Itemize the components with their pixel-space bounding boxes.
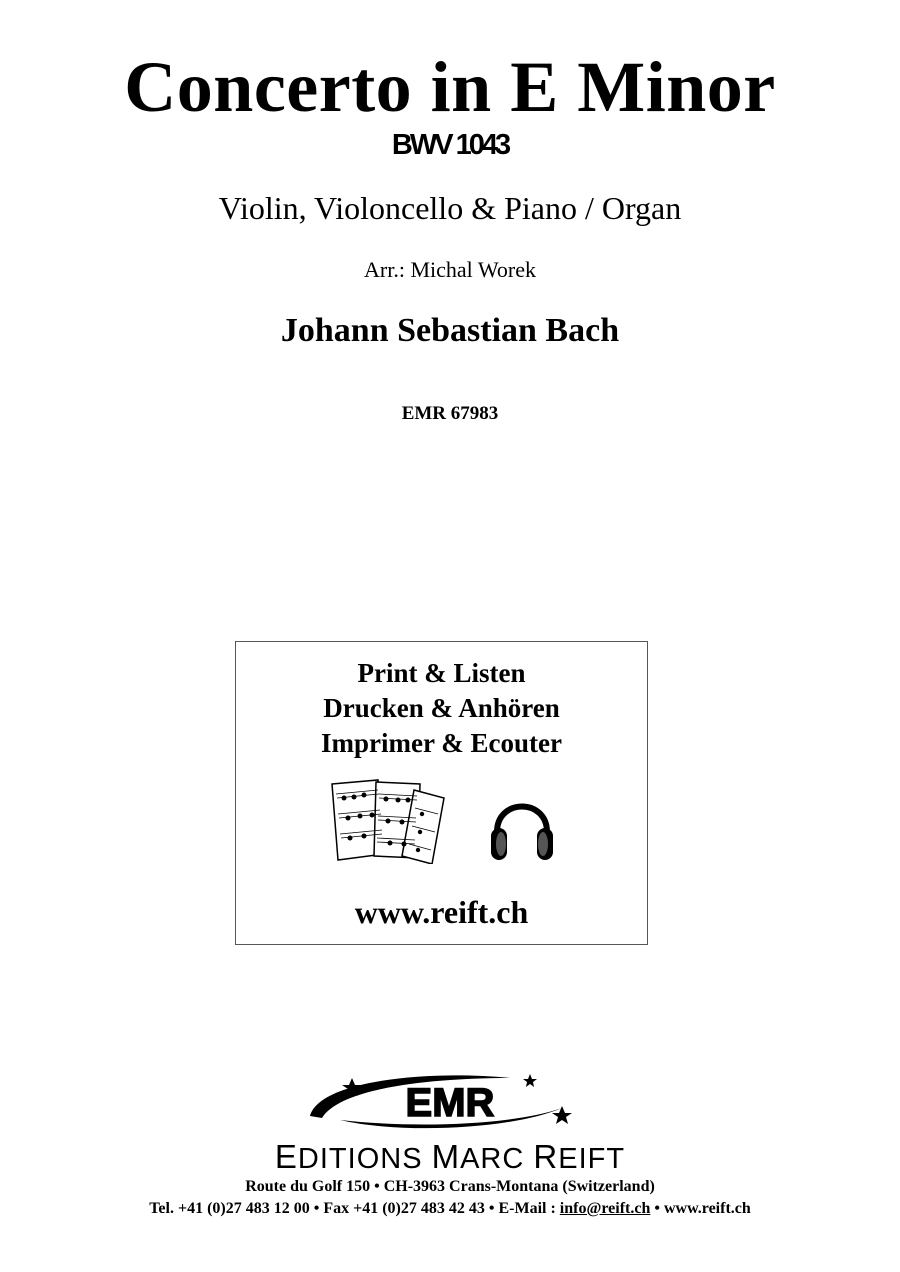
promo-line-german: Drucken & Anhören (323, 693, 560, 723)
publisher-word-eift: EIFT (558, 1143, 626, 1175)
website-text: • www.reift.ch (650, 1200, 751, 1217)
instrumentation: Violin, Violoncello & Piano / Organ (218, 190, 682, 226)
publisher-address: Route du Golf 150 • CH-3963 Crans-Montana (Switzerland) (245, 1178, 655, 1195)
publisher-word-arc: ARC (460, 1143, 534, 1175)
promo-website-link[interactable]: www.reift.ch (354, 894, 529, 930)
composer: Johann Sebastian Bach (280, 312, 620, 349)
promo-line-english: Print & Listen (357, 658, 526, 688)
contact-phone-fax: Tel. +41 (0)27 483 12 00 • Fax +41 (0)27 483 42 43 • E-Mail : (149, 1200, 560, 1217)
publisher-initial-r: R (533, 1138, 559, 1175)
publisher-word-ditions: DITIONS (297, 1143, 432, 1175)
email-link[interactable]: info@reift.ch (559, 1200, 651, 1217)
print-listen-box (235, 641, 648, 945)
publisher-name (0, 1140, 900, 1176)
sheet-music-icon (328, 778, 454, 864)
headphones-icon (489, 788, 555, 868)
page-title: Concerto in E Minor (124, 47, 776, 127)
publisher-initial-m: M (431, 1138, 461, 1175)
promo-line-french: Imprimer & Ecouter (321, 728, 562, 758)
catalog-number: BWV 1043 (391, 129, 509, 161)
emr-logo-text: EMR (405, 1081, 495, 1125)
edition-number: EMR 67983 (401, 403, 499, 424)
publisher-contact (0, 1198, 900, 1220)
emr-logo (300, 1068, 600, 1138)
publisher-initial-e: E (274, 1138, 298, 1175)
arranger: Arr.: Michal Worek (364, 257, 536, 282)
